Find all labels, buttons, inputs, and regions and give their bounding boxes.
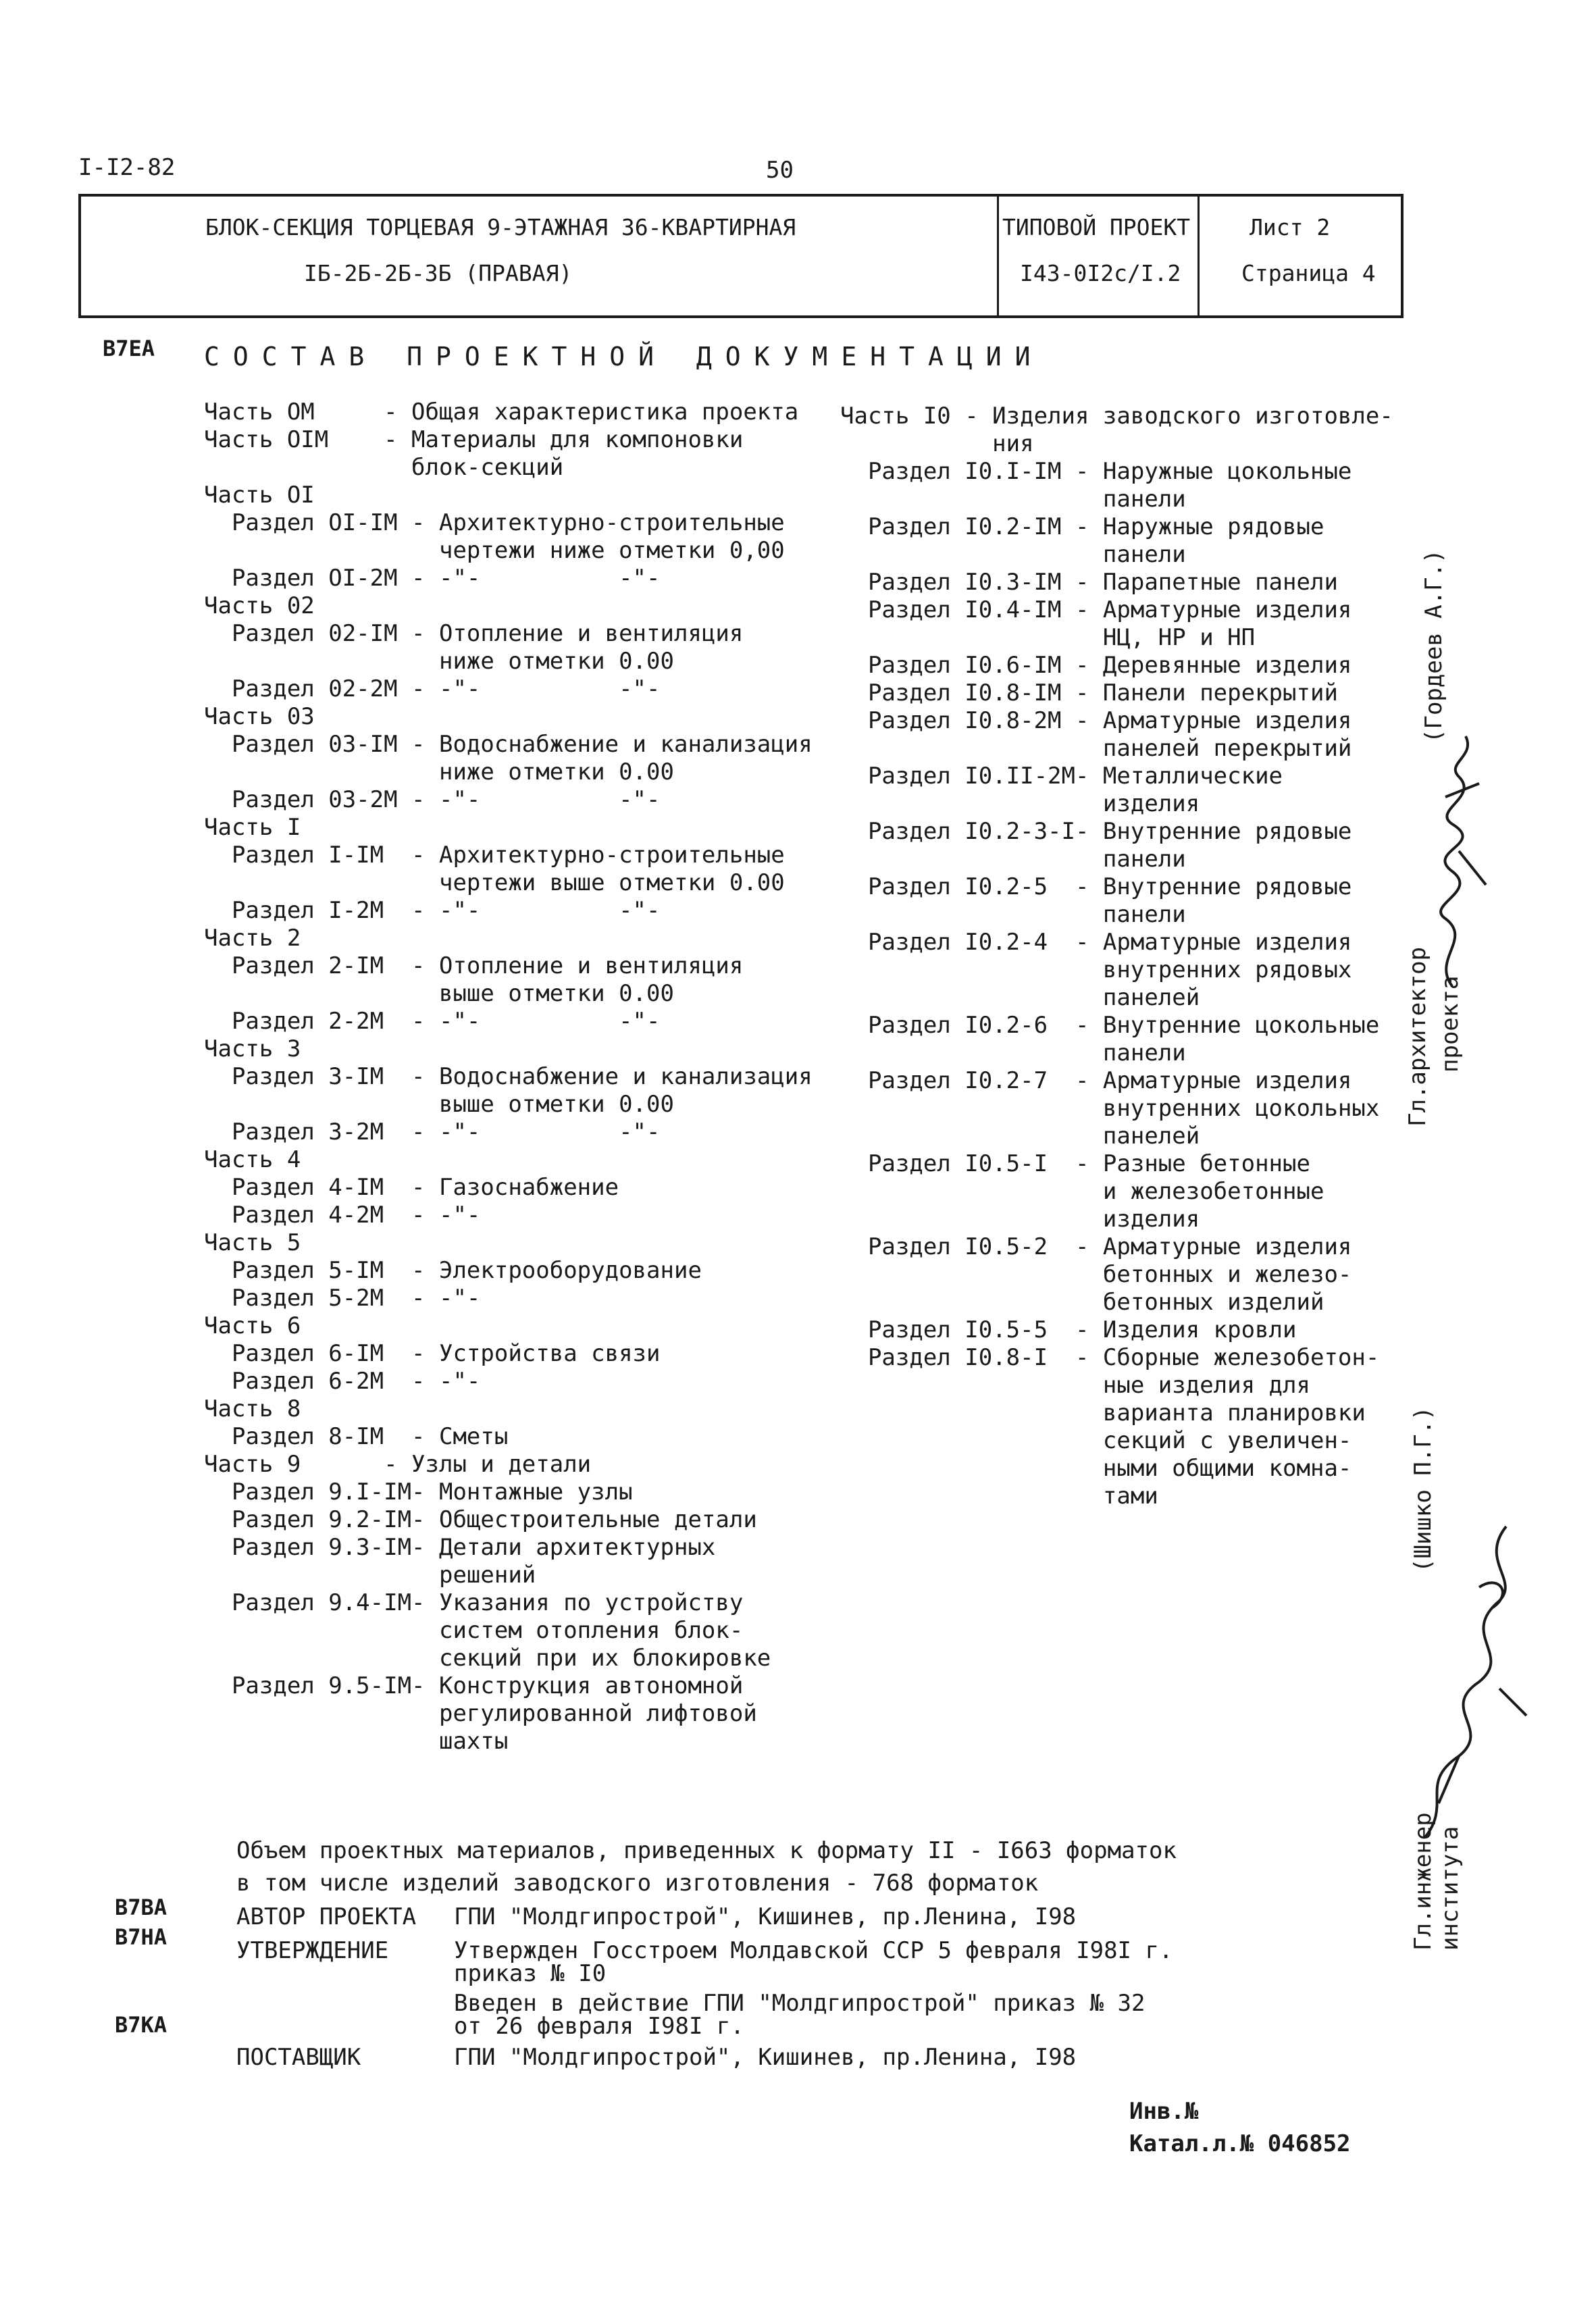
architect-title: Гл.архитектор (1404, 946, 1431, 1127)
sheet-number: Лист 2 (1250, 214, 1331, 240)
approval-label: УТВЕРЖДЕНИЕ (236, 1937, 389, 1964)
right_lines-line: панелей (840, 1123, 1200, 1150)
left_lines-line: Часть 4 (204, 1146, 301, 1173)
left_lines-line: Раздел 9.2-IМ- Общестроительные детали (204, 1506, 757, 1533)
left_lines-line: Часть ОI (204, 482, 315, 509)
inventory-number: Инв.№ (1129, 2098, 1199, 2125)
left_lines-line: Раздел 4-2М - -"- (204, 1202, 481, 1229)
right_lines-line: Раздел I0.2-5 - Внутренние рядовые (840, 873, 1352, 900)
project-label: ТИПОВОЙ ПРОЕКТ (1002, 214, 1191, 240)
left_lines-line: Раздел 5-IМ - Электрооборудование (204, 1257, 702, 1284)
right_lines-line: тами (840, 1483, 1158, 1510)
volume-line-1: Объем проектных материалов, приведенных к формату II - I663 форматок (236, 1837, 1177, 1864)
author-code: В7ВА (115, 1895, 168, 1920)
right_lines-line: Раздел I0.2-6 - Внутренние цокольные (840, 1012, 1380, 1039)
project-number: I43-0I2с/I.2 (1020, 260, 1181, 286)
approval-value-4: от 26 февраля I98I г. (454, 2013, 744, 2040)
left_lines-line: Раздел 2-IМ - Отопление и вентиляция (204, 952, 744, 979)
right_lines-line: изделия (840, 790, 1200, 817)
right_lines-line: Раздел I0.8-2М - Арматурные изделия (840, 707, 1352, 734)
left_lines-line: выше отметки 0.00 (204, 1091, 674, 1118)
left_lines-line: Раздел I-IМ - Архитектурно-строительные (204, 842, 785, 869)
left_lines-line: Раздел 9.3-IМ- Детали архитектурных (204, 1534, 716, 1561)
right_lines-line: панелей (840, 984, 1200, 1011)
left_lines-line: регулированной лифтовой (204, 1700, 757, 1727)
right_lines-line: и железобетонные (840, 1178, 1324, 1205)
left_lines-line: решений (204, 1562, 536, 1589)
left_lines-line: Раздел 3-2М - -"- -"- (204, 1119, 661, 1146)
document-heading: СОСТАВ ПРОЕКТНОЙ ДОКУМЕНТАЦИИ (204, 342, 1044, 371)
catalog-number: Катал.л.№ 046852 (1129, 2130, 1351, 2157)
approval-value-2: приказ № I0 (454, 1960, 607, 1987)
title-block (78, 194, 1404, 318)
left_lines-line: Раздел 4-IМ - Газоснабжение (204, 1174, 619, 1201)
left_lines-line: Раздел 03-2М - -"- -"- (204, 786, 661, 813)
left_lines-line: Раздел 02-2М - -"- -"- (204, 675, 661, 702)
right_lines-line: ные изделия для (840, 1372, 1310, 1399)
page-number: 50 (766, 157, 794, 184)
right_lines-line: панели (840, 1039, 1186, 1066)
right_lines-line: бетонных и железо- (840, 1261, 1352, 1288)
right_lines-line: НЦ, НР и НП (840, 624, 1256, 651)
right_lines-line: внутренних рядовых (840, 956, 1352, 983)
architect-signature (1412, 716, 1493, 1000)
right_lines-line: панели (840, 541, 1186, 568)
right_lines-line: Раздел I0.3-IМ - Парапетные панели (840, 569, 1338, 596)
approval-code: В7НА (115, 1924, 168, 1950)
left_lines-line: Раздел 9.4-IМ- Указания по устройству (204, 1589, 744, 1616)
left_lines-line: Раздел 03-IМ - Водоснабжение и канализация (204, 731, 813, 758)
left_lines-line: Часть ОIМ - Материалы для компоновки (204, 426, 744, 453)
left_lines-line: систем отопления блок- (204, 1617, 744, 1644)
engineer-signature (1398, 1486, 1533, 1864)
author-value: ГПИ "Молдгипрострой", Кишинев, пр.Ленина, I98 (454, 1903, 1077, 1930)
left_lines-line: блок-секций (204, 454, 564, 481)
left_lines-line: секций при их блокировке (204, 1645, 771, 1672)
page-label: Страница 4 (1241, 260, 1376, 286)
left_lines-line: Раздел 02-IМ - Отопление и вентиляция (204, 620, 744, 647)
left_lines-line: Часть I (204, 814, 301, 841)
architect-subtitle: проекта (1437, 975, 1464, 1073)
left_lines-line: Раздел ОI-2М - -"- -"- (204, 565, 661, 592)
left_lines-line: Часть ОМ - Общая характеристика проекта (204, 398, 799, 426)
left_lines-line: чертежи ниже отметки 0,00 (204, 537, 785, 564)
left_lines-line: ниже отметки 0.00 (204, 759, 674, 786)
left_lines-line: Часть 8 (204, 1395, 301, 1422)
left_lines-line: Часть 9 - Узлы и детали (204, 1451, 592, 1478)
approval-value-3: Введен в действие ГПИ "Молдгипрострой" приказ № 32 (454, 1990, 1145, 2017)
author-label: АВТОР ПРОЕКТА (236, 1903, 417, 1930)
left_lines-line: Раздел 9.I-IМ- Монтажные узлы (204, 1479, 633, 1506)
right_lines-line: Раздел I0.2-IМ - Наружные рядовые (840, 513, 1324, 540)
left_lines-line: шахты (204, 1728, 509, 1755)
supplier-value: ГПИ "Молдгипрострой", Кишинев, пр.Ленина, I98 (454, 2044, 1077, 2071)
title-line-2: IБ-2Б-2Б-3Б (ПРАВАЯ) (304, 260, 573, 286)
right_lines-line: Раздел I0.8-IМ - Панели перекрытий (840, 679, 1338, 706)
left_lines-line: Раздел 3-IМ - Водоснабжение и канализация (204, 1063, 813, 1090)
left_lines-line: Раздел 8-IМ - Сметы (204, 1423, 509, 1450)
right_lines-line: панелей перекрытий (840, 735, 1352, 762)
right_lines-line: изделия (840, 1206, 1200, 1233)
right_lines-line: панели (840, 486, 1186, 513)
left_lines-line: Раздел 9.5-IМ- Конструкция автономной (204, 1672, 744, 1699)
right-column (840, 403, 1393, 1510)
volume-line-2: в том числе изделий заводского изготовления - 768 форматок (236, 1870, 1039, 1897)
right_lines-line: ными общими комна- (840, 1455, 1352, 1482)
supplier-label: ПОСТАВЩИК (236, 2044, 361, 2071)
left_lines-line: выше отметки 0.00 (204, 980, 674, 1007)
left_lines-line: Раздел ОI-IМ - Архитектурно-строительные (204, 509, 785, 536)
right_lines-line: внутренних цокольных (840, 1095, 1380, 1122)
left_lines-line: Часть 03 (204, 703, 315, 730)
left_lines-line: чертежи выше отметки 0.00 (204, 869, 785, 896)
left-column (204, 398, 813, 1755)
right_lines-line: Раздел I0.2-3-I- Внутренние рядовые (840, 818, 1352, 845)
left_lines-line: Раздел I-2М - -"- -"- (204, 897, 661, 924)
left_lines-line: Часть 5 (204, 1229, 301, 1256)
right_lines-line: Раздел I0.I-IМ - Наружные цокольные (840, 458, 1352, 485)
right_lines-line: варианта планировки (840, 1399, 1366, 1426)
left_lines-line: Часть 3 (204, 1035, 301, 1062)
left_lines-line: ниже отметки 0.00 (204, 648, 674, 675)
right_lines-line: Раздел I0.6-IМ - Деревянные изделия (840, 652, 1352, 679)
series-number: I-I2-82 (78, 154, 176, 181)
right_lines-line: Раздел I0.II-2М- Металлические (840, 763, 1283, 790)
engineer-name: (Шишко П.Г.) (1410, 1406, 1437, 1572)
architect-name: (Гордеев А.Г.) (1420, 549, 1447, 743)
right_lines-line: секций с увеличен- (840, 1427, 1352, 1454)
right_lines-line: Раздел I0.8-I - Сборные железобетон- (840, 1344, 1380, 1371)
right_lines-line: панели (840, 846, 1186, 873)
left_lines-line: Раздел 6-2М - -"- (204, 1368, 481, 1395)
right_lines-line: Раздел I0.5-I - Разные бетонные (840, 1150, 1310, 1177)
title-line-1: БЛОК-СЕКЦИЯ ТОРЦЕВАЯ 9-ЭТАЖНАЯ 36-КВАРТИРНАЯ (205, 214, 796, 240)
heading-code: В7ЕА (103, 336, 155, 361)
left_lines-line: Раздел 2-2М - -"- -"- (204, 1008, 661, 1035)
intro-code: В7КА (115, 2012, 168, 2038)
left_lines-line: Часть 02 (204, 592, 315, 619)
right_lines-line: Раздел I0.4-IМ - Арматурные изделия (840, 596, 1352, 623)
left_lines-line: Часть 6 (204, 1312, 301, 1339)
left_lines-line: Раздел 6-IМ - Устройства связи (204, 1340, 661, 1367)
engineer-subtitle: института (1437, 1826, 1464, 1951)
approval-value-1: Утвержден Госстроем Молдавской ССР 5 февраля I98I г. (454, 1937, 1173, 1964)
left_lines-line: Часть 2 (204, 925, 301, 952)
right_lines-line: Раздел I0.2-7 - Арматурные изделия (840, 1067, 1352, 1094)
right_lines-line: Раздел I0.5-2 - Арматурные изделия (840, 1233, 1352, 1260)
left_lines-line: Раздел 5-2М - -"- (204, 1285, 481, 1312)
engineer-title: Гл.инженер (1410, 1812, 1437, 1951)
right_lines-line: Часть I0 - Изделия заводского изготовле- (840, 403, 1393, 430)
right_lines-line: бетонных изделий (840, 1289, 1324, 1316)
right_lines-line: ния (840, 430, 1034, 457)
right_lines-line: Раздел I0.2-4 - Арматурные изделия (840, 929, 1352, 956)
right_lines-line: панели (840, 901, 1186, 928)
right_lines-line: Раздел I0.5-5 - Изделия кровли (840, 1316, 1297, 1343)
